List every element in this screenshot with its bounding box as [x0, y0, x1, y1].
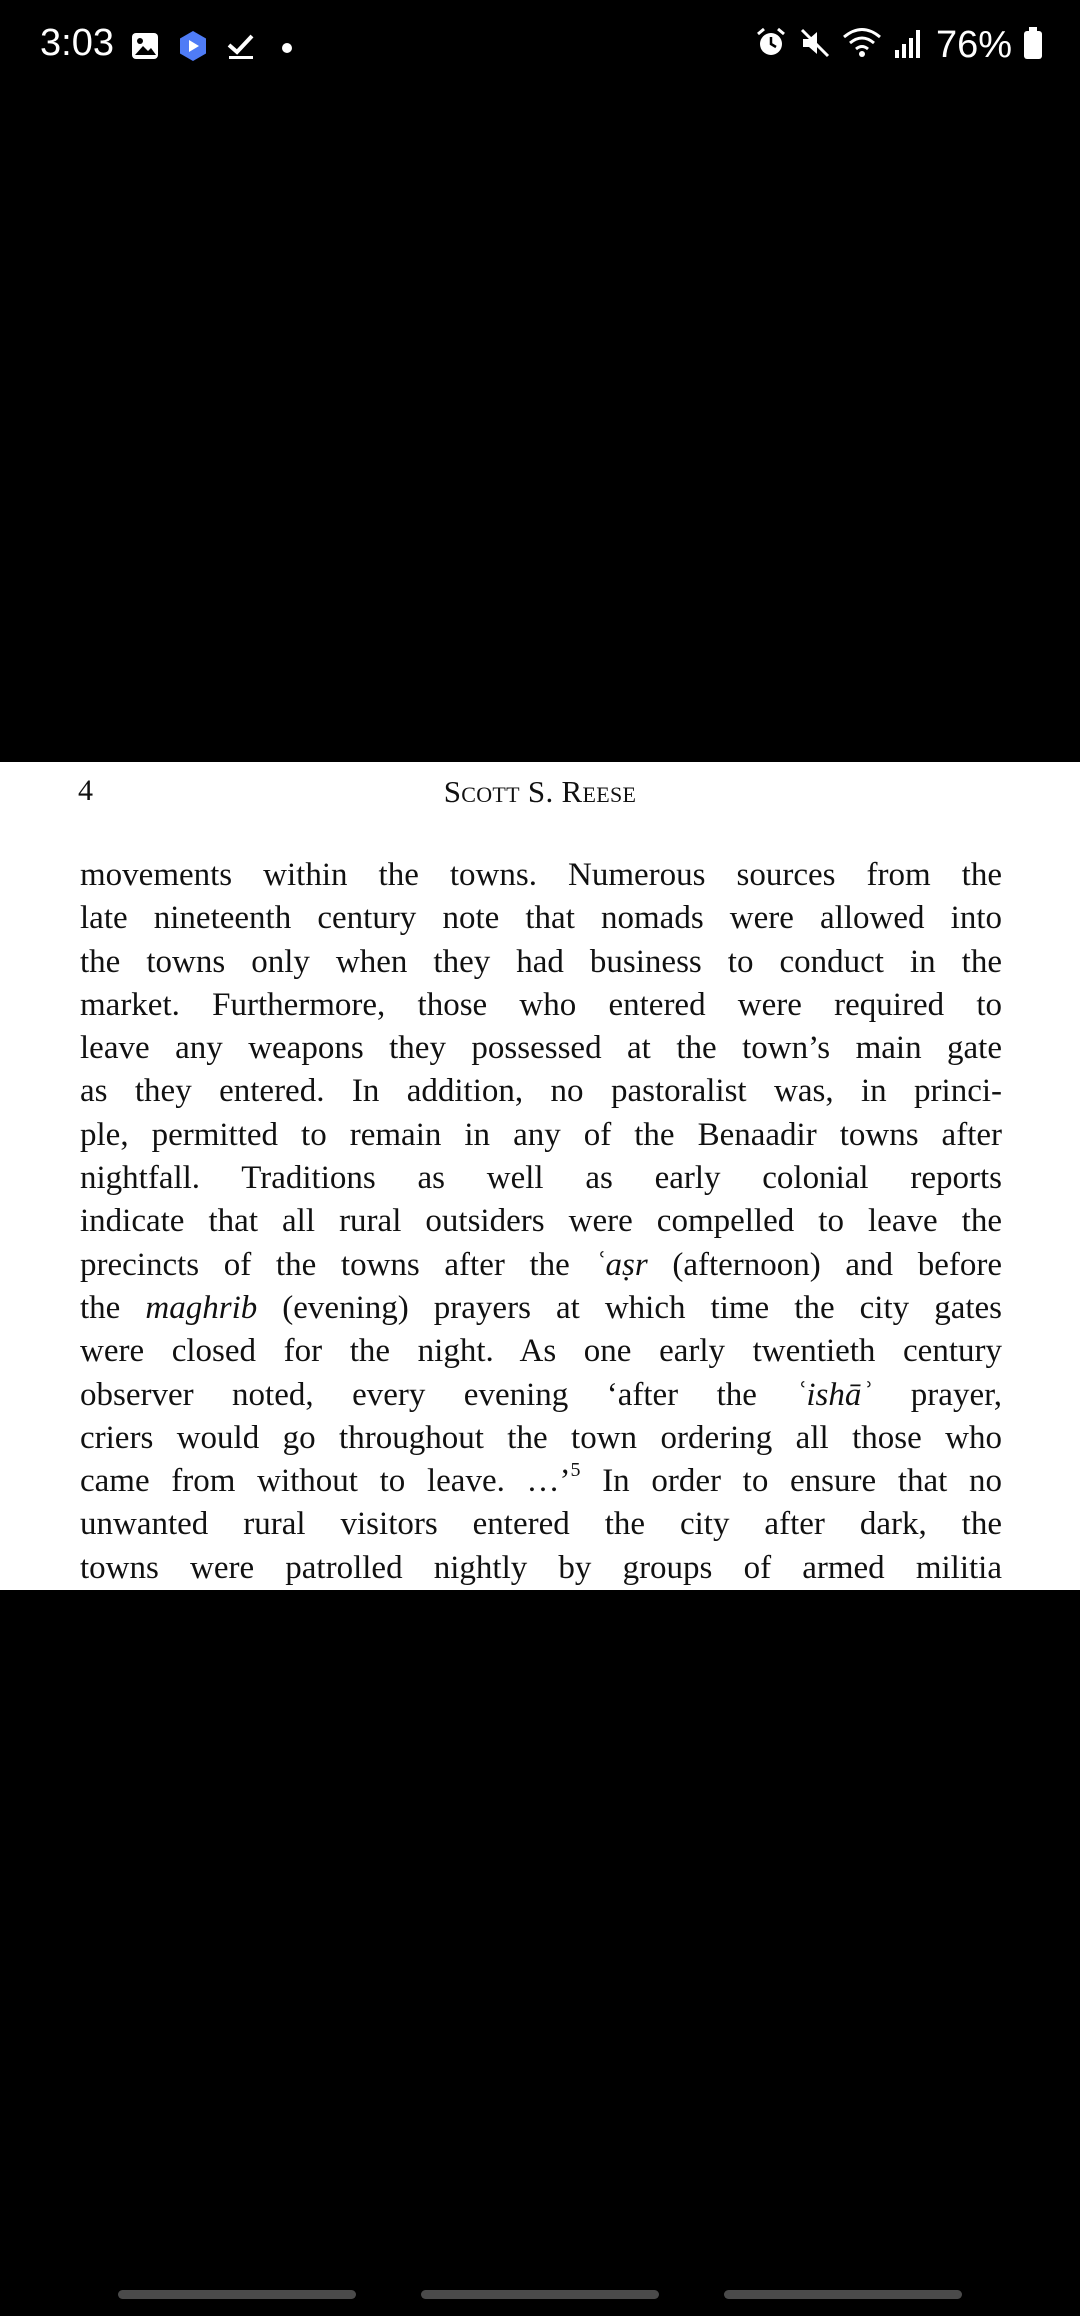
- text-line: observer noted, every evening ‘after the ʿishāʾ prayer,: [80, 1376, 1003, 1413]
- text-line: market. Furthermore, those who entered were required to: [80, 986, 1002, 1023]
- checkmark-icon: [226, 31, 256, 66]
- bixby-routines-icon: [176, 29, 210, 68]
- document-page[interactable]: [0, 762, 1080, 1590]
- system-icons: [754, 22, 1044, 68]
- text-line: unwanted rural visitors entered the city after dark, the: [80, 1506, 1002, 1543]
- gallery-icon: [130, 31, 160, 66]
- recents-gesture-handle[interactable]: [118, 2290, 356, 2299]
- text-line: movements within the towns. Numerous sources from the: [80, 857, 1002, 893]
- battery-icon: [1022, 26, 1044, 65]
- status-bar: [0, 0, 1080, 96]
- text-line: as they entered. In addition, no pastoralist was, in princi-: [80, 1073, 1002, 1110]
- running-head-text: Scott S. Reese: [443, 774, 637, 809]
- text-line: towns were patrolled nightly by groups of armed militia: [80, 1549, 1002, 1586]
- text-line: late nineteenth century note that nomads were allowed into: [80, 900, 1002, 937]
- battery-percent: 76%: [935, 23, 1012, 66]
- body-text: [80, 854, 1002, 1590]
- text-line: the maghrib (evening) prayers at which time the city gates: [80, 1289, 1002, 1326]
- wifi-icon: [842, 26, 882, 65]
- signal-icon: [892, 26, 926, 65]
- notification-dot-icon: [272, 31, 302, 66]
- italic-term: maghrib: [145, 1289, 258, 1326]
- italic-term: ʿishāʾ: [795, 1376, 873, 1413]
- back-gesture-handle[interactable]: [724, 2290, 962, 2299]
- text-line: indicate that all rural outsiders were compelled to leave the: [80, 1203, 1002, 1240]
- text-line: ple, permitted to remain in any of the Benaadir towns after: [80, 1116, 1002, 1153]
- text-line: came from without to leave. …’$^5$ In order to ensure that no: [80, 1459, 1002, 1500]
- text-line: precincts of the towns after the ʿaṣr (afternoon) and before: [80, 1246, 1002, 1283]
- text-line: the towns only when they had business to conduct in the: [80, 943, 1002, 980]
- status-time: 3:03: [40, 22, 114, 64]
- text-line: were closed for the night. As one early twentieth century: [80, 1333, 1002, 1370]
- navigation-bar: [0, 2270, 1080, 2316]
- italic-term: ʿaṣr: [594, 1246, 648, 1283]
- text-line: nightfall. Traditions as well as early colonial reports: [80, 1160, 1002, 1197]
- text-line: criers would go throughout the town ordering all those who: [80, 1419, 1002, 1456]
- footnote-marker: 5: [570, 1459, 581, 1482]
- running-head: [0, 774, 1080, 810]
- text-line: leave any weapons they possessed at the town’s main gate: [80, 1030, 1002, 1067]
- page-number: 4: [78, 774, 93, 807]
- mute-icon: [798, 26, 832, 65]
- alarm-icon: [754, 26, 788, 65]
- notification-icons: [130, 28, 302, 68]
- home-gesture-handle[interactable]: [421, 2290, 659, 2299]
